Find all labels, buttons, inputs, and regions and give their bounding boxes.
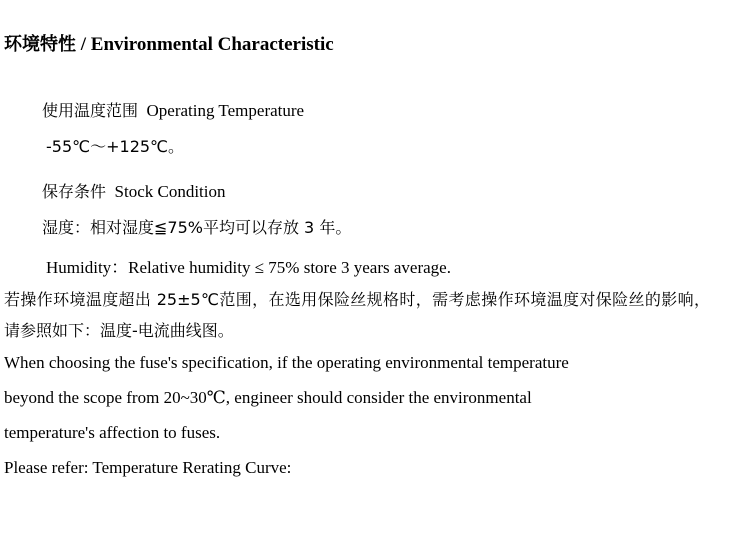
rerating-note-en-line-1: When choosing the fuse's specification, if the operating environmental temperature (4, 353, 569, 373)
stock-condition-value-en: Humidity：Relative humidity ≤ 75% store 3 years average. (46, 258, 451, 278)
document-body (4, 98, 748, 485)
rerating-note-en-line-3: temperature's affection to fuses. (4, 422, 221, 442)
stock-condition-label-en: Stock Condition (114, 181, 226, 201)
page-title (4, 30, 334, 56)
stock-condition-label-cn: 保存条件 (42, 181, 107, 201)
rerating-note-en-line-2: beyond the scope from 20~30℃, engineer should consider the environmental (4, 387, 532, 407)
operating-temperature-heading (42, 98, 748, 124)
rerating-note-cn: 若操作环境温度超出 25±5℃范围，在选用保险丝规格时，需考虑操作环境温度对保险丝的影响，请参照如下：温度-电流曲线图。 (4, 289, 710, 340)
stock-condition-heading (42, 179, 748, 205)
rerating-note-en (4, 346, 704, 485)
operating-temperature-value: -55℃～+125℃。 (46, 137, 185, 157)
page-title-en: Environmental Characteristic (90, 34, 334, 55)
operating-temperature-label-cn: 使用温度范围 (42, 101, 139, 120)
page-title-separator: / (76, 34, 91, 55)
operating-temperature-label-en: Operating Temperature (146, 101, 305, 120)
page-title-cn: 环境特性 (4, 34, 76, 55)
rerating-refer-line: Please refer: Temperature Rerating Curve: (4, 457, 292, 477)
stock-condition-value-cn: 湿度：相对湿度≦75%平均可以存放 3 年。 (42, 218, 352, 238)
